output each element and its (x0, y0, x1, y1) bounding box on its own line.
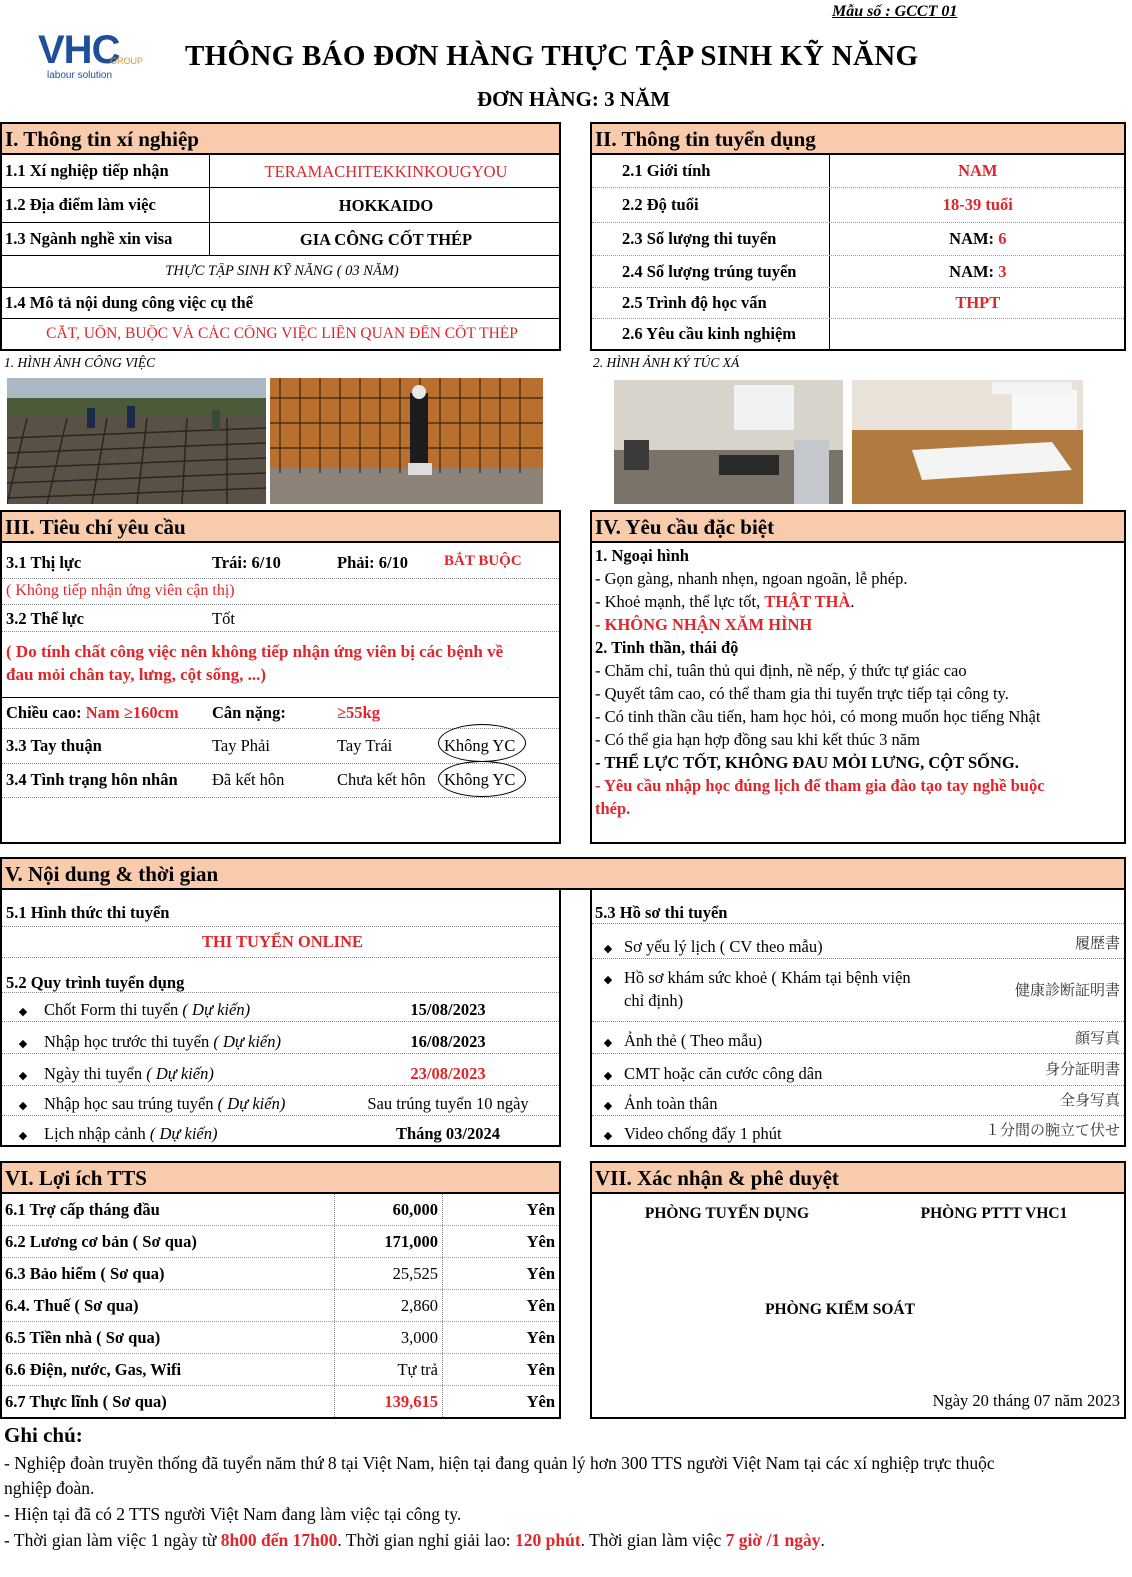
benefit-row-2 (2, 1226, 559, 1258)
marital-none: Không YC (444, 770, 516, 789)
section-2-heading: II. Thông tin tuyển dụng (590, 122, 1126, 155)
fitness-value: Tốt (212, 609, 235, 628)
marital-single: Chưa kết hôn (337, 770, 426, 789)
step-5-value: Tháng 03/2024 (395, 1124, 501, 1143)
vhc-logo (38, 28, 143, 88)
attitude-line-6: - Yêu cầu nhập học đúng lịch để tham gia đào tạo tay nghề buộc (595, 776, 1045, 795)
benefit-3-unit: Yên (526, 1263, 555, 1283)
benefit-6-unit: Yên (526, 1359, 555, 1379)
doc-3-vi: Ảnh thẻ ( Theo mẫu) (624, 1031, 763, 1050)
benefit-5-label: 6.5 Tiền nhà ( Sơ qua) (5, 1327, 161, 1347)
break-time: 120 phút (515, 1530, 581, 1550)
row-company (2, 155, 559, 188)
bullet-icon: ◆ (603, 1130, 613, 1142)
section-2-table (590, 155, 1126, 351)
logo-tagline: labour solution (47, 70, 113, 81)
gender-label: 2.1 Giới tính (622, 161, 711, 180)
section-1-table (0, 155, 561, 351)
attitude-line-5 (595, 753, 1019, 773)
dorm-photo-2 (852, 380, 1083, 504)
fitness-note-2: đau mỏi chân tay, lưng, cột sống, ...) (6, 665, 267, 684)
doc-2-vi-cont: chỉ định) (624, 991, 684, 1010)
experience-label: 2.6 Yêu cầu kinh nghiệm (622, 324, 797, 343)
height-field (6, 703, 179, 723)
row-experience (592, 319, 1124, 349)
doc-1 (592, 937, 823, 957)
education-label: 2.5 Trình độ học vấn (622, 293, 767, 312)
work-hours: 8h00 đến 17h00 (220, 1530, 338, 1550)
approval-date: Ngày 20 tháng 07 năm 2023 (932, 1391, 1120, 1410)
doc-6-jp: １分間の腕立て伏せ (984, 1121, 1120, 1139)
hand-right: Tay Phải (212, 736, 270, 755)
step-3-label: Ngày thi tuyển (44, 1064, 143, 1083)
note-3c: . Thời gian nghỉ giải lao: (337, 1530, 515, 1550)
note-3a: - Thời gian làm việc 1 ngày từ (4, 1530, 221, 1550)
pass-count-number: 3 (998, 261, 1007, 281)
step-5 (2, 1124, 217, 1144)
section-3-heading: III. Tiêu chí yêu cầu (0, 510, 561, 543)
job-desc-label: 1.4 Mô tả nội dung công việc cụ thể (5, 293, 253, 312)
visa-label: 1.3 Ngành nghề xin visa (5, 229, 173, 248)
doc-4-jp: 身分証明書 (1044, 1060, 1120, 1078)
row-program (2, 256, 559, 288)
note-3 (4, 1530, 825, 1551)
appearance-line-1: - Gọn gàng, nhanh nhẹn, ngoan ngoãn, lễ phép. (595, 569, 908, 588)
process-label: 5.2 Quy trình tuyển dụng (6, 973, 185, 992)
row-exam-count (592, 223, 1124, 256)
benefit-row-3 (2, 1258, 559, 1290)
step-3-value: 23/08/2023 (410, 1064, 486, 1083)
benefit-7-value: 139,615 (384, 1391, 438, 1411)
dept-recruitment: PHÒNG TUYỂN DỤNG (644, 1205, 810, 1222)
appearance-line-2c: . (850, 592, 855, 611)
doc-5 (592, 1094, 717, 1114)
benefit-1-value: 60,000 (392, 1199, 438, 1219)
bullet-icon: ◆ (603, 1037, 613, 1049)
benefit-3-label: 6.3 Bảo hiểm ( Sơ qua) (5, 1263, 165, 1283)
step-5-note: ( Dự kiến) (149, 1124, 218, 1143)
row-job-desc-label (2, 288, 559, 319)
benefit-2-label: 6.2 Lương cơ bản ( Sơ qua) (5, 1231, 197, 1251)
hand-left: Tay Trái (337, 736, 393, 755)
hand-none: Không YC (444, 736, 516, 755)
logo-group: GROUP (110, 56, 144, 66)
doc-6 (592, 1124, 782, 1144)
row-visa (2, 223, 559, 256)
note-1: - Nghiệp đoàn truyền thống đã tuyển năm thứ 8 tại Việt Nam, hiện tại đang quản lý hơn 300 TTS người Việt Nam tại các xí nghiệp trực thuộc (4, 1453, 995, 1473)
section-5-left (0, 890, 561, 1147)
step-1-label: Chốt Form thi tuyển (44, 1000, 179, 1019)
step-4 (2, 1094, 285, 1114)
step-4-label: Nhập học sau trúng tuyển (44, 1094, 214, 1113)
pass-count-prefix: NAM: (949, 261, 999, 281)
benefit-7-label: 6.7 Thực lĩnh ( Sơ qua) (5, 1391, 167, 1411)
benefit-4-label: 6.4. Thuế ( Sơ qua) (5, 1295, 139, 1315)
doc-1-vi: Sơ yếu lý lịch ( CV theo mẫu) (624, 937, 823, 956)
pass-count-label: 2.4 Số lượng trúng tuyển (622, 261, 797, 281)
vision-left: Trái: 6/10 (212, 553, 281, 572)
benefit-2-unit: Yên (526, 1231, 555, 1251)
exam-count-prefix: NAM: (949, 229, 999, 248)
doc-2 (592, 968, 911, 988)
appearance-line-2 (595, 592, 855, 612)
appearance-heading: 1. Ngoại hình (595, 546, 689, 565)
doc-3 (592, 1031, 762, 1051)
section-7-box (590, 1194, 1126, 1419)
work-photos-caption: 1. HÌNH ẢNH CÔNG VIỆC (4, 355, 156, 370)
attitude-line-1: - Chăm chỉ, tuân thủ qui định, nề nếp, ý thức tự giác cao (595, 661, 967, 680)
benefit-7-unit: Yên (526, 1391, 555, 1411)
benefit-6-label: 6.6 Điện, nước, Gas, Wifi (5, 1359, 182, 1379)
weight-label: Cân nặng: (212, 703, 286, 722)
exam-count-value (829, 229, 1124, 249)
attitude-heading: 2. Tinh thần, thái độ (595, 638, 739, 657)
benefit-row-7 (2, 1386, 559, 1417)
honest-text: THẬT THÀ (764, 592, 851, 611)
benefit-row-6 (2, 1354, 559, 1386)
age-label: 2.2 Độ tuổi (622, 195, 699, 214)
exam-count-number: 6 (998, 229, 1007, 248)
fitness-note-1: ( Do tính chất công việc nên không tiếp nhận ứng viên bị các bệnh về (6, 642, 504, 661)
appearance-line-2a: - Khoẻ mạnh, thể lực tốt, (595, 592, 765, 611)
section-6-table (0, 1194, 561, 1419)
doc-2-jp: 健康診断証明書 (1014, 981, 1120, 999)
attitude-line-2: - Quyết tâm cao, có thể tham gia thi tuyển trực tiếp tại công ty. (595, 684, 1009, 703)
benefit-row-5 (2, 1322, 559, 1354)
step-5-label: Lịch nhập cảnh (44, 1124, 146, 1143)
note-3e: . Thời gian làm việc (580, 1530, 726, 1550)
step-1-value: 15/08/2023 (410, 1000, 486, 1019)
bullet-icon: ◆ (603, 1070, 613, 1082)
docs-label: 5.3 Hồ sơ thi tuyển (595, 903, 728, 922)
step-2-note: ( Dự kiến) (213, 1032, 281, 1051)
step-3 (2, 1064, 214, 1084)
vision-label: 3.1 Thị lực (6, 553, 82, 572)
benefit-5-unit: Yên (526, 1327, 555, 1347)
benefit-4-value: 2,860 (400, 1295, 438, 1315)
doc-2-vi: Hồ sơ khám sức khoẻ ( Khám tại bệnh viện (624, 968, 911, 987)
form-number: Mẫu số : GCCT 01 (832, 3, 958, 20)
gender-value: NAM (958, 161, 998, 180)
section-5-heading: V. Nội dung & thời gian (0, 857, 1126, 890)
vision-note: ( Không tiếp nhận ứng viên cận thị) (6, 582, 235, 599)
benefit-5-value: 3,000 (400, 1327, 438, 1347)
row-education (592, 288, 1124, 319)
page-title: THÔNG BÁO ĐƠN HÀNG THỰC TẬP SINH KỸ NĂNG (185, 40, 919, 72)
height-value: Nam ≥160cm (85, 703, 179, 722)
row-age (592, 188, 1124, 223)
benefit-1-label: 6.1 Trợ cấp tháng đầu (5, 1199, 160, 1219)
attitude-line-4: - Có thể gia hạn hợp đồng sau khi kết thúc 3 năm (595, 730, 920, 749)
dept-control: PHÒNG KIỂM SOÁT (765, 1301, 915, 1318)
row-job-desc (2, 319, 559, 349)
step-2-value: 16/08/2023 (410, 1032, 486, 1051)
section-7-heading: VII. Xác nhận & phê duyệt (590, 1161, 1126, 1194)
daily-hours: 7 giờ /1 ngày (725, 1530, 821, 1550)
hand-label: 3.3 Tay thuận (6, 736, 102, 755)
hand-selected-oval (438, 724, 526, 762)
section-4-heading: IV. Yêu cầu đặc biệt (590, 510, 1126, 543)
section-4-box (590, 543, 1126, 844)
dorm-photo-1 (614, 380, 843, 504)
note-2: - Hiện tại đã có 2 TTS người Việt Nam đang làm việc tại công ty. (4, 1504, 462, 1524)
row-pass-count (592, 256, 1124, 288)
attitude-line-3: - Có tinh thần cầu tiến, ham học hỏi, có mong muốn học tiếng Nhật (595, 707, 1041, 726)
doc-6-vi: Video chống đẩy 1 phút (624, 1124, 782, 1143)
notes-heading: Ghi chú: (4, 1423, 83, 1447)
benefit-row-1 (2, 1194, 559, 1226)
attitude-line-5-text: THỂ LỰC TỐT, KHÔNG ĐAU MỎI LƯNG, CỘT SỐNG. (604, 753, 1019, 772)
attitude-line-5-dash: - (595, 753, 605, 772)
marital-married: Đã kết hôn (212, 770, 285, 789)
age-value: 18-39 tuổi (942, 195, 1013, 214)
doc-4 (592, 1064, 822, 1084)
weight-value: ≥55kg (337, 703, 380, 722)
benefit-1-unit: Yên (526, 1199, 555, 1219)
fitness-label: 3.2 Thể lực (6, 609, 84, 628)
benefit-6-value: Tự trả (397, 1359, 438, 1379)
benefit-2-value: 171,000 (384, 1231, 438, 1251)
exam-count-label: 2.3 Số lượng thi tuyển (622, 229, 777, 248)
bullet-icon: ◆ (18, 1038, 28, 1050)
attitude-line-6b: thép. (595, 799, 631, 818)
bullet-icon: ◆ (18, 1100, 28, 1112)
bullet-icon: ◆ (18, 1130, 28, 1142)
section-5-right (590, 890, 1126, 1147)
section-6-heading: VI. Lợi ích TTS (0, 1161, 561, 1194)
job-desc-value: CẮT, UỐN, BUỘC VÀ CÁC CÔNG VIỆC LIÊN QUAN ĐẾN CỐT THÉP (46, 325, 518, 342)
step-4-value: Sau trúng tuyển 10 ngày (367, 1094, 529, 1113)
work-photo-2 (270, 378, 543, 504)
doc-5-jp: 全身写真 (1059, 1091, 1120, 1109)
step-2 (2, 1032, 281, 1052)
bullet-icon: ◆ (603, 1100, 613, 1112)
section-3-table (0, 543, 561, 844)
note-3g: . (820, 1530, 825, 1550)
exam-form-label: 5.1 Hình thức thi tuyển (6, 903, 170, 922)
bullet-icon: ◆ (603, 943, 613, 955)
step-3-note: ( Dự kiến) (146, 1064, 214, 1083)
marital-label: 3.4 Tình trạng hôn nhân (6, 770, 178, 789)
benefit-4-unit: Yên (526, 1295, 555, 1315)
dorm-photos-caption: 2. HÌNH ẢNH KÝ TÚC XÁ (593, 355, 740, 370)
doc-1-jp: 履歴書 (1074, 934, 1120, 952)
work-photo-1 (7, 378, 266, 504)
vision-right: Phải: 6/10 (337, 553, 409, 572)
location-label: 1.2 Địa điểm làm việc (5, 195, 156, 214)
note-1-cont: nghiệp đoàn. (4, 1478, 95, 1498)
program-value: THỰC TẬP SINH KỸ NĂNG ( 03 NĂM) (165, 263, 399, 279)
step-2-label: Nhập học trước thi tuyển (44, 1032, 210, 1051)
height-label: Chiều cao: (6, 703, 86, 722)
step-1-note: ( Dự kiến) (182, 1000, 251, 1019)
row-gender (592, 155, 1124, 188)
step-4-note: ( Dự kiến) (217, 1094, 286, 1113)
marital-selected-oval (438, 761, 526, 797)
section-1-heading: I. Thông tin xí nghiệp (0, 122, 561, 155)
no-tattoo: - KHÔNG NHẬN XĂM HÌNH (595, 615, 813, 634)
company-value: TERAMACHITEKKINKOUGYOU (209, 155, 559, 187)
location-value: HOKKAIDO (209, 188, 559, 222)
vision-required: BẮT BUỘC (444, 553, 522, 569)
bullet-icon: ◆ (18, 1006, 28, 1018)
benefit-row-4 (2, 1290, 559, 1322)
visa-value: GIA CÔNG CỐT THÉP (209, 223, 559, 255)
row-location (2, 188, 559, 223)
doc-3-jp: 顔写真 (1074, 1029, 1120, 1047)
doc-5-vi: Ảnh toàn thân (624, 1094, 718, 1113)
company-label: 1.1 Xí nghiệp tiếp nhận (5, 161, 169, 180)
doc-4-vi: CMT hoặc căn cước công dân (624, 1064, 823, 1083)
pass-count-value (829, 262, 1124, 282)
bullet-icon: ◆ (18, 1070, 28, 1082)
benefit-3-value: 25,525 (392, 1263, 438, 1283)
dept-pttt: PHÒNG PTTT VHC1 (920, 1205, 1068, 1222)
bullet-icon: ◆ (603, 974, 613, 986)
step-1 (2, 1000, 250, 1020)
page-subtitle: ĐƠN HÀNG: 3 NĂM (477, 87, 671, 111)
exam-form-value: THI TUYỂN ONLINE (201, 932, 364, 951)
education-value: THPT (955, 293, 1001, 312)
logo-text: VHC (38, 28, 120, 72)
